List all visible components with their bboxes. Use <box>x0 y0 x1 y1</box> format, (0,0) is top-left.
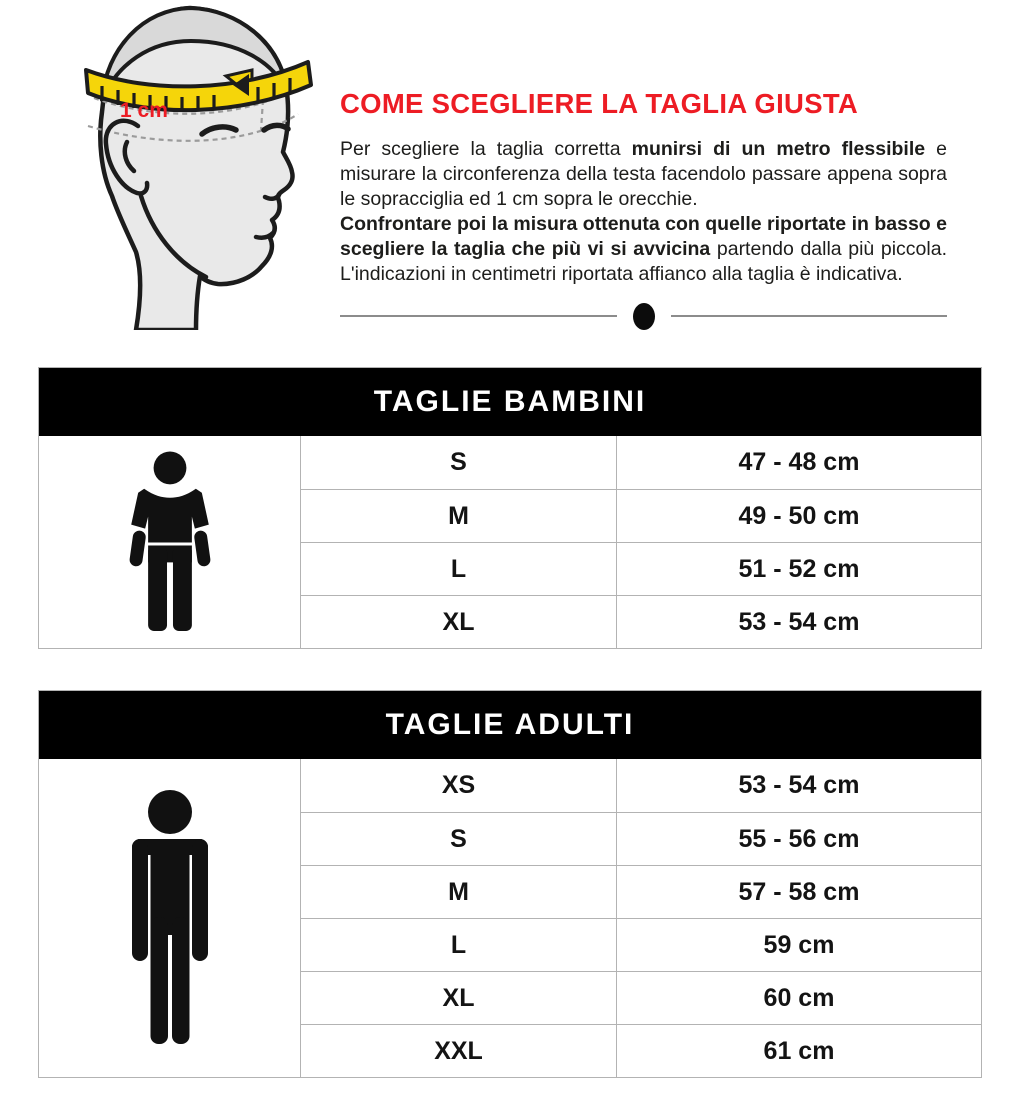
intro-paragraph <box>340 137 947 287</box>
table-header-bambini <box>39 368 981 436</box>
table-title: TAGLIE BAMBINI <box>373 385 647 418</box>
size-label-cell: L <box>300 542 617 595</box>
table-title: TAGLIE ADULTI <box>385 708 635 741</box>
intro-text: Per scegliere la taglia corretta <box>340 138 632 160</box>
size-label-cell: XS <box>300 759 617 812</box>
size-label-cell: M <box>300 865 617 918</box>
measure-value-cell: 51 - 52 cm <box>617 542 981 595</box>
measure-value-cell: 55 - 56 cm <box>617 812 981 865</box>
page-title: COME SCEGLIERE LA TAGLIA GIUSTA <box>340 88 859 119</box>
head-measurement-illustration <box>40 0 330 330</box>
table-body-adulti <box>39 759 981 1077</box>
measure-value-cell: 53 - 54 cm <box>738 771 860 799</box>
measure-value-cell: 59 cm <box>617 918 981 971</box>
measure-value-cell: 47 - 48 cm <box>738 448 860 476</box>
intro-text: partendo dalla più piccola. L'indicazioni in centimetri riportata affianco alla taglia è indicativa. <box>340 238 947 285</box>
measure-value-cell: 53 - 54 cm <box>617 595 981 648</box>
measure-value-cell: 57 - 58 cm <box>617 865 981 918</box>
divider-dot <box>633 303 655 330</box>
size-label-cell: XL <box>300 971 617 1024</box>
size-label-cell: XL <box>300 595 617 648</box>
size-label-cell: S <box>300 812 617 865</box>
measure-value-cell: 60 cm <box>617 971 981 1024</box>
intro-text: e misurare la circonferenza della testa facendolo passare appena sopra le sopracciglia ed 1 cm sopra le orecchie. <box>340 138 948 210</box>
size-label-cell: L <box>300 918 617 971</box>
intro-text-bold: munirsi di un metro flessibile <box>631 138 926 160</box>
section-divider <box>340 302 947 330</box>
size-label-cell: XXL <box>300 1024 617 1077</box>
measure-value-cell: 61 cm <box>617 1024 981 1077</box>
table-body-bambini <box>39 436 981 648</box>
size-label-cell: M <box>300 489 617 542</box>
size-label-cell: S <box>300 436 617 489</box>
child-figure-icon <box>39 436 300 648</box>
measure-value-cell: 49 - 50 cm <box>617 489 981 542</box>
head-illustration-graphic <box>40 0 330 330</box>
intro-text-bold: Confrontare poi la misura ottenuta con quelle riportate in basso e scegliere la taglia che più vi si avvicina <box>340 213 947 260</box>
adult-figure-icon <box>39 759 300 1077</box>
size-table-adulti <box>38 690 982 1078</box>
one-cm-label: 1 cm <box>120 99 168 122</box>
intro-section <box>340 87 947 330</box>
table-header-adulti <box>39 691 981 759</box>
divider-line-right <box>671 315 948 317</box>
size-table-bambini <box>38 367 982 649</box>
divider-line-left <box>340 315 617 317</box>
